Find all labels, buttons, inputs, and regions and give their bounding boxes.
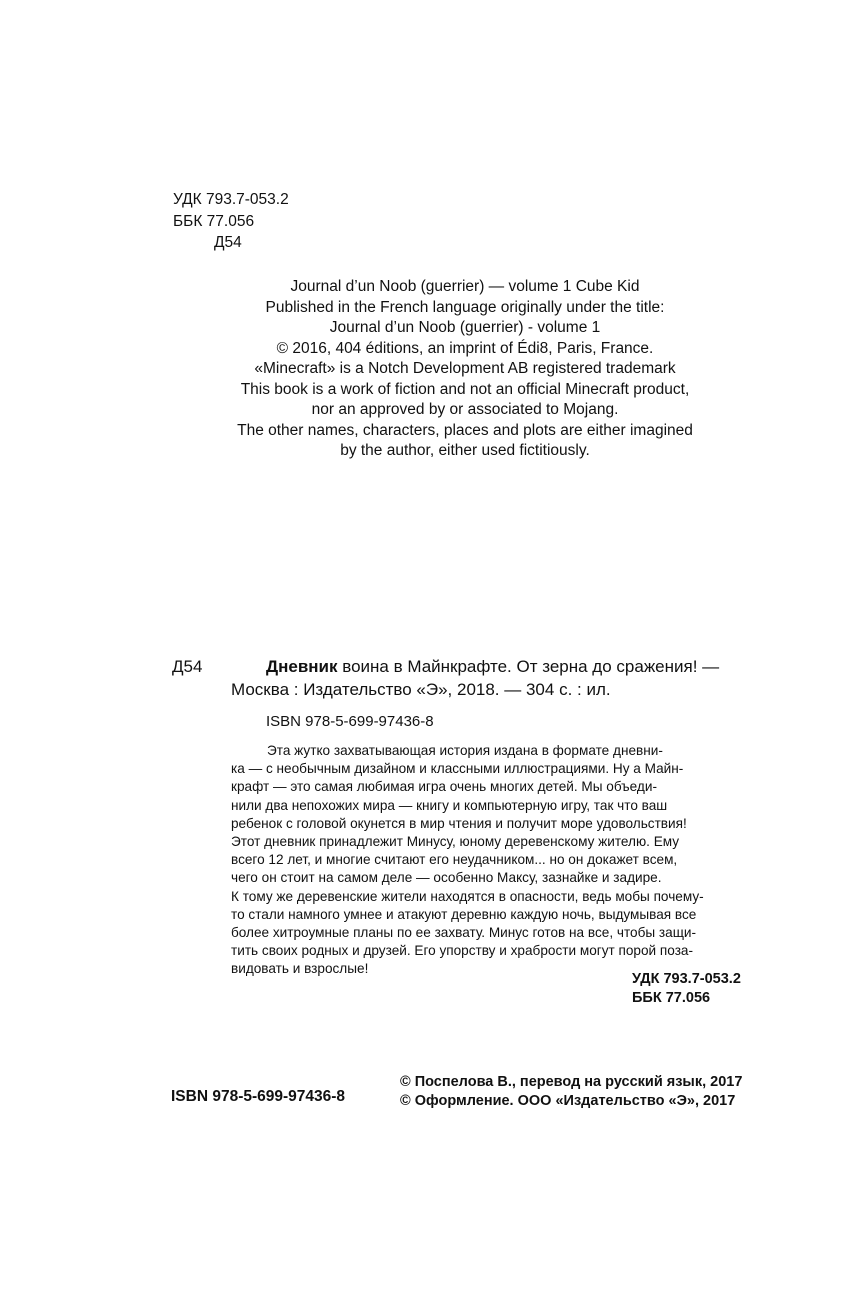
annotation-line: видовать и взрослые! [231, 961, 369, 977]
notice-line: Journal d’un Noob (guerrier) — volume 1 Cube Kid [290, 278, 640, 295]
copyright-design: © Оформление. ООО «Издательство «Э», 2017 [400, 1093, 736, 1109]
record-title-bold: Дневник [266, 657, 338, 676]
notice-line: Published in the French language originally under the title: [265, 298, 665, 316]
author-sign: Д54 [214, 234, 242, 251]
annotation-line: К тому же деревенские жители находятся в опасности, ведь мобы почему- [231, 888, 704, 904]
annotation-line: то стали намного умнее и атакуют деревню каждую ночь, выдумывая все [231, 906, 697, 922]
notice-line: «Minecraft» is a Notch Development AB registered trademark [254, 360, 676, 377]
annotation-line: ребенок с головой окунется в мир чтения и получит море удовольствия! [231, 815, 687, 831]
annotation-line: тить своих родных и друзей. Его упорству и храбрости могут порой поза- [231, 943, 694, 959]
annotation-line: ка — с необычным дизайном и классными иллюстрациями. Ну а Майн- [231, 761, 684, 777]
annotation-codes [632, 970, 741, 1007]
annotation-line: Эта жутко захватывающая история издана в формате дневни- [267, 743, 663, 758]
international-notice [150, 277, 780, 462]
notice-line: Journal d’un Noob (guerrier) - volume 1 [329, 319, 601, 336]
udk-code: УДК 793.7-053.2 [173, 191, 289, 208]
footer-isbn: ISBN 978-5-699-97436-8 [171, 1088, 346, 1105]
annotation-line: более хитроумные планы по ее захвату. Минус готов на все, чтобы защи- [231, 925, 697, 941]
annotation-line: чего он стоит на самом деле — особенно Максу, зазнайке и задире. [231, 870, 662, 886]
bbk-code: ББК 77.056 [173, 212, 255, 230]
annotation-line: Этот дневник принадлежит Минусу, юному деревенскому жителю. Ему [231, 834, 680, 850]
notice-line: This book is a work of fiction and not an official Minecraft product, [240, 380, 690, 398]
record-isbn: ISBN 978-5-699-97436-8 [266, 713, 434, 730]
annotation-line: всего 12 лет, и многие считают его неудачником... но он докажет всем, [231, 852, 678, 868]
annotation-bbk: ББК 77.056 [632, 989, 711, 1006]
annotation-line: нили два непохожих мира — книгу и компьютерную игру, так что ваш [231, 797, 668, 813]
copyright-translation: © Поспелова В., перевод на русский язык, 2017 [400, 1074, 743, 1090]
notice-line: nor an approved by or associated to Mojang. [311, 401, 619, 418]
record-title [266, 656, 719, 678]
notice-line: © 2016, 404 éditions, an imprint of Édi8, Paris, France. [276, 339, 654, 357]
record-sign: Д54 [172, 657, 203, 676]
classification-block [173, 189, 289, 254]
annotation [231, 742, 759, 979]
annotation-udk: УДК 793.7-053.2 [632, 971, 741, 987]
record-imprint: Москва : Издательство «Э», 2018. — 304 с. : ил. [231, 680, 611, 699]
annotation-line: крафт — это самая любимая игра очень многих детей. Мы объеди- [231, 779, 657, 795]
record-title-rest: воина в Майнкрафте. От зерна до сражения! — [337, 657, 720, 676]
notice-line: by the author, either used fictitiously. [340, 442, 590, 459]
copyright-block [400, 1073, 742, 1111]
notice-line: The other names, characters, places and plots are either imagined [237, 421, 693, 439]
